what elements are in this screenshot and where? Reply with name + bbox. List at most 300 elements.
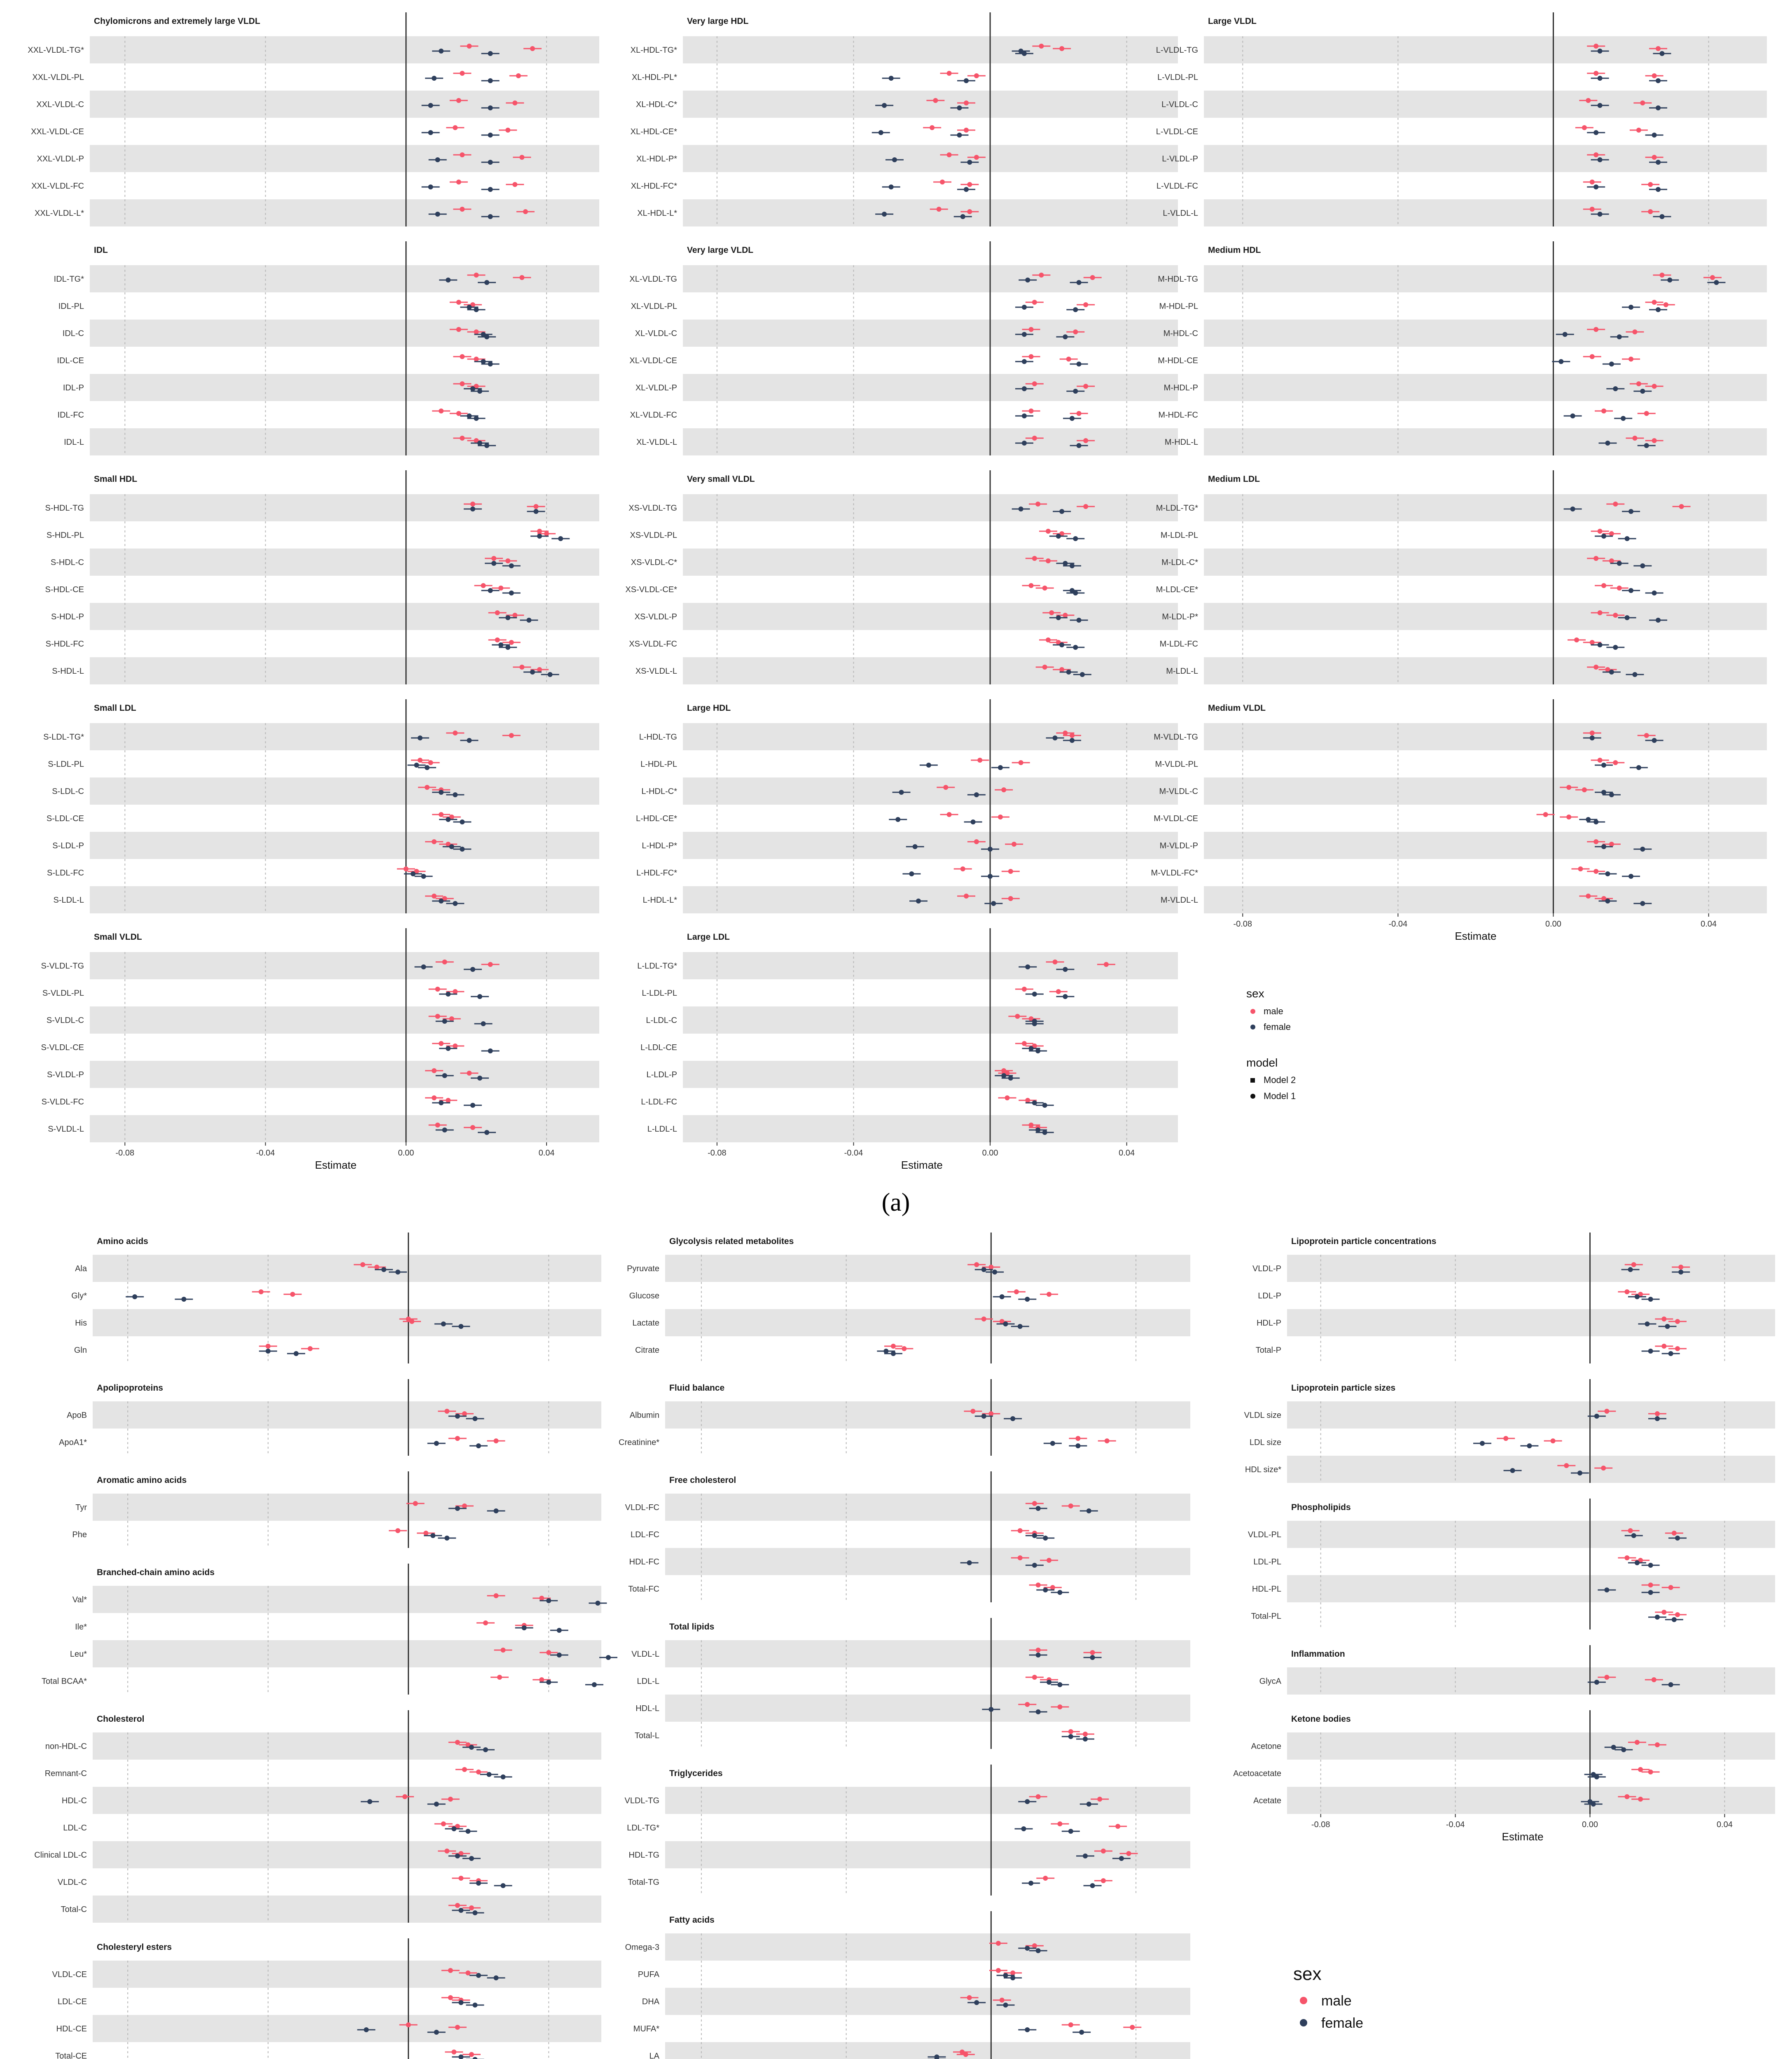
panel-a-12 xyxy=(1156,470,1767,684)
row-label: XS-VLDL-TG xyxy=(628,504,677,513)
estimate-point xyxy=(1047,1292,1051,1297)
estimate-point xyxy=(458,1324,463,1329)
row-label: S-VLDL-TG xyxy=(41,962,84,971)
estimate-point xyxy=(1022,441,1027,446)
row-stripe xyxy=(665,1787,1190,1814)
legend-model-title: model xyxy=(1246,1056,1278,1069)
row-stripe xyxy=(683,549,1178,576)
estimate-point xyxy=(1527,1443,1532,1448)
row-stripe xyxy=(683,723,1178,750)
estimate-point xyxy=(947,812,952,817)
estimate-point xyxy=(448,1797,453,1802)
estimate-point xyxy=(1598,642,1603,647)
estimate-point xyxy=(1593,184,1598,189)
panel-b-7 xyxy=(627,1233,1190,1363)
row-stripe xyxy=(93,1961,601,1988)
row-stripe xyxy=(683,91,1178,118)
estimate-point xyxy=(1056,534,1061,539)
panel-title: Large VLDL xyxy=(1208,16,1257,26)
estimate-point xyxy=(964,187,969,192)
estimate-point xyxy=(1640,847,1645,852)
estimate-point xyxy=(913,844,918,849)
row-label: L-VLDL-FC xyxy=(1156,182,1198,191)
row-label: S-LDL-CE xyxy=(46,814,84,823)
estimate-point xyxy=(476,1770,481,1774)
row-label: Albumin xyxy=(629,1411,659,1420)
estimate-point xyxy=(1063,967,1068,972)
panel-b-12 xyxy=(625,1911,1190,2059)
estimate-point xyxy=(1659,273,1664,278)
estimate-point xyxy=(1079,2030,1084,2035)
estimate-point xyxy=(964,894,969,899)
estimate-point xyxy=(467,413,472,418)
estimate-point xyxy=(1126,1851,1131,1856)
row-stripe xyxy=(93,1640,601,1667)
row-stripe xyxy=(1287,1575,1775,1602)
row-stripe xyxy=(683,832,1178,859)
estimate-point xyxy=(448,1995,453,2000)
estimate-point xyxy=(1631,1262,1636,1267)
row-label: Clinical LDL-C xyxy=(34,1851,87,1860)
legend-sex-title: sex xyxy=(1246,987,1264,1000)
estimate-point xyxy=(1604,1587,1609,1592)
estimate-point xyxy=(460,847,465,852)
estimate-point xyxy=(477,441,482,446)
estimate-point xyxy=(1022,386,1027,391)
row-label: Creatinine* xyxy=(619,1438,659,1447)
estimate-point xyxy=(1059,642,1064,647)
estimate-point xyxy=(891,1351,896,1356)
row-stripe xyxy=(1204,886,1767,913)
estimate-point xyxy=(484,1130,489,1135)
estimate-point xyxy=(1032,1943,1037,1948)
estimate-point xyxy=(1586,894,1591,899)
estimate-point xyxy=(456,300,461,305)
row-label: M-VLDL-P xyxy=(1159,841,1198,850)
estimate-point xyxy=(512,182,517,187)
estimate-point xyxy=(1068,1729,1073,1734)
estimate-point xyxy=(488,105,493,110)
x-axis-a-1 xyxy=(708,1142,1135,1171)
estimate-point xyxy=(1010,1970,1015,1975)
estimate-point xyxy=(1073,329,1078,334)
row-label: XS-VLDL-PL xyxy=(630,531,677,540)
estimate-point xyxy=(476,1443,481,1448)
estimate-point xyxy=(1590,735,1595,740)
estimate-point xyxy=(439,49,444,54)
estimate-point xyxy=(988,1707,993,1712)
estimate-point xyxy=(1008,896,1013,901)
estimate-point xyxy=(557,1653,562,1657)
estimate-point xyxy=(916,899,921,903)
estimate-point xyxy=(1628,588,1633,593)
row-label: M-LDL-CE* xyxy=(1156,585,1198,594)
estimate-point xyxy=(476,1973,481,1978)
estimate-point xyxy=(539,1677,544,1682)
estimate-point xyxy=(1090,1650,1095,1655)
estimate-point xyxy=(456,180,461,184)
estimate-point xyxy=(1656,618,1661,623)
estimate-point xyxy=(1598,157,1603,162)
estimate-point xyxy=(432,76,437,81)
row-label: GlycA xyxy=(1259,1677,1281,1686)
row-label: Ile* xyxy=(75,1622,87,1632)
row-stripe xyxy=(90,428,599,455)
estimate-point xyxy=(418,758,423,763)
estimate-point xyxy=(435,212,440,217)
estimate-point xyxy=(505,645,510,650)
estimate-point xyxy=(1075,1436,1080,1441)
row-stripe xyxy=(93,2015,601,2042)
estimate-point xyxy=(1601,409,1606,413)
estimate-point xyxy=(428,760,433,765)
panel-title: Chylomicrons and extremely large VLDL xyxy=(94,16,260,26)
estimate-point xyxy=(474,357,479,362)
estimate-point xyxy=(1032,1533,1037,1538)
estimate-point xyxy=(409,1319,414,1324)
estimate-point xyxy=(1672,1531,1677,1536)
estimate-point xyxy=(1648,209,1653,214)
row-label: XXL-VLDL-L* xyxy=(34,209,84,218)
estimate-point xyxy=(1057,1704,1062,1709)
estimate-point xyxy=(477,1076,482,1081)
row-stripe xyxy=(1204,549,1767,576)
estimate-point xyxy=(1029,409,1034,413)
estimate-point xyxy=(546,1680,551,1685)
estimate-point xyxy=(425,785,430,790)
row-label: L-VLDL-PL xyxy=(1157,73,1198,82)
estimate-point xyxy=(1655,1416,1660,1421)
estimate-point xyxy=(467,1071,472,1076)
estimate-point xyxy=(1025,1946,1030,1951)
estimate-point xyxy=(1057,1682,1062,1687)
estimate-point xyxy=(460,381,465,386)
estimate-point xyxy=(883,1349,888,1354)
row-stripe xyxy=(93,1732,601,1760)
estimate-point xyxy=(1665,1324,1670,1329)
row-stripe xyxy=(683,952,1178,979)
estimate-point xyxy=(1609,842,1614,847)
row-label: HDL-TG xyxy=(628,1851,659,1860)
estimate-point xyxy=(1574,637,1579,642)
legend-b-male-label: male xyxy=(1321,1993,1352,2009)
estimate-point xyxy=(381,1267,386,1272)
estimate-point xyxy=(477,389,482,394)
row-stripe xyxy=(665,1933,1190,1961)
estimate-point xyxy=(1022,1041,1027,1046)
estimate-point xyxy=(967,182,972,187)
estimate-point xyxy=(470,967,475,972)
estimate-point xyxy=(470,502,475,507)
estimate-point xyxy=(537,667,542,672)
estimate-point xyxy=(1130,2025,1135,2030)
row-label: LDL-C xyxy=(63,1823,87,1833)
panel-title: Amino acids xyxy=(97,1237,148,1246)
panel-title: IDL xyxy=(94,245,108,255)
estimate-point xyxy=(1645,1321,1649,1326)
row-stripe xyxy=(1204,723,1767,750)
panel-title: Branched-chain amino acids xyxy=(97,1568,215,1577)
estimate-point xyxy=(1613,760,1618,765)
estimate-point xyxy=(1648,1770,1653,1774)
estimate-point xyxy=(364,2027,369,2032)
estimate-point xyxy=(1656,307,1661,312)
estimate-point xyxy=(1101,1849,1106,1854)
row-label: S-LDL-PL xyxy=(48,760,84,769)
estimate-point xyxy=(1077,443,1082,448)
estimate-point xyxy=(1047,1680,1051,1685)
estimate-point xyxy=(967,209,972,214)
estimate-point xyxy=(1003,1321,1008,1326)
estimate-point xyxy=(1083,504,1088,509)
row-label: Omega-3 xyxy=(625,1943,659,1952)
estimate-point xyxy=(606,1655,611,1660)
row-label: Acetate xyxy=(1253,1796,1281,1805)
row-label: ApoA1* xyxy=(59,1438,87,1447)
row-label: LDL-TG* xyxy=(627,1823,659,1833)
estimate-point xyxy=(1598,758,1603,763)
estimate-point xyxy=(483,1747,488,1752)
panel-title: Apolipoproteins xyxy=(97,1383,163,1393)
row-label: S-HDL-FC xyxy=(45,640,84,649)
x-axis-title: Estimate xyxy=(901,1159,943,1171)
estimate-point xyxy=(1617,586,1622,591)
estimate-point xyxy=(1032,1501,1037,1506)
estimate-point xyxy=(460,354,465,359)
row-label: VLDL-C xyxy=(57,1878,87,1887)
estimate-point xyxy=(974,792,979,797)
panel-title: Small LDL xyxy=(94,703,136,713)
estimate-point xyxy=(434,1802,439,1807)
row-label: M-VLDL-FC* xyxy=(1151,868,1198,878)
row-label: Lactate xyxy=(632,1319,659,1328)
estimate-point xyxy=(1032,436,1037,441)
estimate-point xyxy=(491,556,496,561)
estimate-point xyxy=(1083,1737,1088,1742)
x-axis-title: Estimate xyxy=(315,1159,357,1171)
panel-a-2 xyxy=(45,470,599,684)
panel-title: Large LDL xyxy=(687,932,730,942)
estimate-point xyxy=(1648,1590,1653,1595)
estimate-point xyxy=(1049,610,1054,615)
estimate-point xyxy=(460,152,465,157)
estimate-point xyxy=(1073,307,1078,312)
estimate-point xyxy=(1598,529,1603,534)
estimate-point xyxy=(1648,1563,1653,1568)
estimate-point xyxy=(458,1908,463,1913)
estimate-point xyxy=(1636,765,1641,770)
row-label: L-LDL-L xyxy=(647,1125,677,1134)
estimate-point xyxy=(1005,1095,1010,1100)
row-label: Glucose xyxy=(629,1291,659,1300)
row-stripe xyxy=(93,1309,601,1336)
estimate-point xyxy=(1570,507,1575,511)
x-axis-title: Estimate xyxy=(1502,1830,1544,1843)
legend-model2-label: Model 2 xyxy=(1264,1075,1296,1085)
row-label: XS-VLDL-CE* xyxy=(625,585,677,594)
estimate-point xyxy=(1648,1297,1653,1302)
row-stripe xyxy=(90,723,599,750)
estimate-point xyxy=(1046,558,1051,563)
estimate-point xyxy=(1090,1655,1095,1660)
row-stripe xyxy=(1204,428,1767,455)
estimate-point xyxy=(1063,994,1068,999)
estimate-point xyxy=(960,214,965,219)
estimate-point xyxy=(522,1625,527,1630)
row-label: VLDL-TG xyxy=(624,1796,659,1805)
row-label: L-HDL-PL xyxy=(640,760,677,769)
estimate-point xyxy=(432,839,437,844)
estimate-point xyxy=(418,735,423,740)
estimate-point xyxy=(1652,133,1657,138)
estimate-point xyxy=(1624,1794,1629,1799)
estimate-point xyxy=(491,561,496,566)
row-label: LA xyxy=(649,2052,659,2059)
estimate-point xyxy=(1655,1411,1660,1416)
estimate-point xyxy=(1675,1319,1680,1324)
estimate-point xyxy=(444,1536,449,1541)
estimate-point xyxy=(462,1503,467,1508)
row-label: XL-HDL-C* xyxy=(635,100,677,109)
panel-b-16 xyxy=(1259,1645,1775,1695)
legend-b-female-swatch xyxy=(1300,2019,1307,2026)
estimate-point xyxy=(456,327,461,332)
row-label: M-LDL-FC xyxy=(1159,640,1198,649)
tick-label: 0.04 xyxy=(538,1149,555,1158)
estimate-point xyxy=(1601,763,1606,768)
row-label: Ala xyxy=(75,1264,87,1273)
estimate-point xyxy=(421,964,426,969)
estimate-point xyxy=(1593,819,1598,824)
row-label: M-VLDL-C xyxy=(1159,787,1198,796)
estimate-point xyxy=(439,1041,444,1046)
estimate-point xyxy=(1073,536,1078,541)
panel-title: Total lipids xyxy=(669,1622,715,1632)
row-label: IDL-CE xyxy=(57,356,84,365)
legend-model1-swatch xyxy=(1250,1094,1255,1099)
estimate-point xyxy=(1586,98,1591,103)
row-stripe xyxy=(683,428,1178,455)
row-label: Acetone xyxy=(1251,1742,1281,1751)
estimate-point xyxy=(435,1014,440,1019)
row-stripe xyxy=(1204,265,1767,292)
row-label: M-VLDL-PL xyxy=(1155,760,1198,769)
estimate-point xyxy=(1613,386,1618,391)
row-label: VLDL-PL xyxy=(1248,1530,1281,1539)
row-stripe xyxy=(1204,603,1767,630)
row-stripe xyxy=(90,1115,599,1142)
row-stripe xyxy=(683,494,1178,521)
estimate-point xyxy=(1073,645,1078,650)
row-label: XXL-VLDL-C xyxy=(36,100,84,109)
row-label: L-VLDL-CE xyxy=(1156,127,1198,136)
estimate-point xyxy=(1043,1876,1048,1881)
estimate-point xyxy=(460,207,465,212)
estimate-point xyxy=(546,1598,551,1603)
estimate-point xyxy=(1668,1351,1673,1356)
estimate-point xyxy=(1068,2022,1073,2027)
estimate-point xyxy=(406,2022,411,2027)
estimate-point xyxy=(453,792,458,797)
estimate-point xyxy=(1001,787,1006,792)
row-label: XL-HDL-PL* xyxy=(631,73,677,82)
estimate-point xyxy=(1070,563,1075,568)
legend-male-label: male xyxy=(1264,1006,1283,1016)
row-stripe xyxy=(93,1401,601,1429)
estimate-point xyxy=(1059,667,1064,672)
estimate-point xyxy=(432,1068,437,1073)
estimate-point xyxy=(1104,962,1109,967)
estimate-point xyxy=(1070,733,1075,738)
row-label: ApoB xyxy=(67,1411,87,1420)
row-label: L-LDL-P xyxy=(646,1070,677,1079)
estimate-point xyxy=(488,214,493,219)
panel-title: Very small VLDL xyxy=(687,474,755,484)
estimate-point xyxy=(1032,556,1037,561)
estimate-point xyxy=(1640,100,1645,105)
estimate-point xyxy=(395,1270,400,1275)
estimate-point xyxy=(557,1628,562,1633)
estimate-point xyxy=(592,1682,597,1687)
estimate-point xyxy=(933,98,938,103)
estimate-point xyxy=(1119,1856,1124,1861)
row-label: L-VLDL-TG xyxy=(1156,46,1198,55)
row-stripe xyxy=(93,1841,601,1868)
estimate-point xyxy=(519,665,524,670)
estimate-point xyxy=(882,103,887,108)
estimate-point xyxy=(974,2000,979,2005)
panel-b-17 xyxy=(1233,1710,1775,1814)
row-label: Total-P xyxy=(1255,1346,1281,1355)
estimate-point xyxy=(1032,992,1037,997)
row-label: Total-CE xyxy=(55,2052,87,2059)
x-axis-a-0 xyxy=(116,1142,555,1171)
estimate-point xyxy=(1640,389,1645,394)
estimate-point xyxy=(1032,1563,1037,1568)
estimate-point xyxy=(512,100,517,105)
row-stripe xyxy=(90,832,599,859)
estimate-point xyxy=(1679,504,1684,509)
estimate-point xyxy=(493,1438,498,1443)
row-label: L-VLDL-L xyxy=(1163,209,1198,218)
row-stripe xyxy=(683,199,1178,226)
estimate-point xyxy=(451,1826,456,1831)
panel-b-15 xyxy=(1248,1499,1775,1629)
estimate-point xyxy=(1015,1014,1020,1019)
panel-a-11 xyxy=(1158,241,1767,455)
panel-b-4 xyxy=(34,1710,601,1923)
row-label: IDL-P xyxy=(63,383,84,392)
estimate-point xyxy=(1613,613,1618,618)
estimate-point xyxy=(1101,1878,1106,1883)
estimate-point xyxy=(1008,869,1013,874)
estimate-point xyxy=(501,1883,506,1888)
estimate-point xyxy=(474,273,479,278)
row-stripe xyxy=(665,1988,1190,2015)
estimate-point xyxy=(1601,790,1606,795)
row-label: L-LDL-CE xyxy=(640,1043,677,1052)
estimate-point xyxy=(1035,1048,1040,1053)
estimate-point xyxy=(1068,1503,1073,1508)
estimate-point xyxy=(374,1265,379,1270)
estimate-point xyxy=(1032,1100,1037,1105)
estimate-point xyxy=(509,733,514,738)
estimate-point xyxy=(964,128,969,133)
estimate-point xyxy=(460,436,465,441)
estimate-point xyxy=(1558,359,1563,364)
estimate-point xyxy=(970,1409,975,1414)
estimate-point xyxy=(1648,1583,1653,1587)
